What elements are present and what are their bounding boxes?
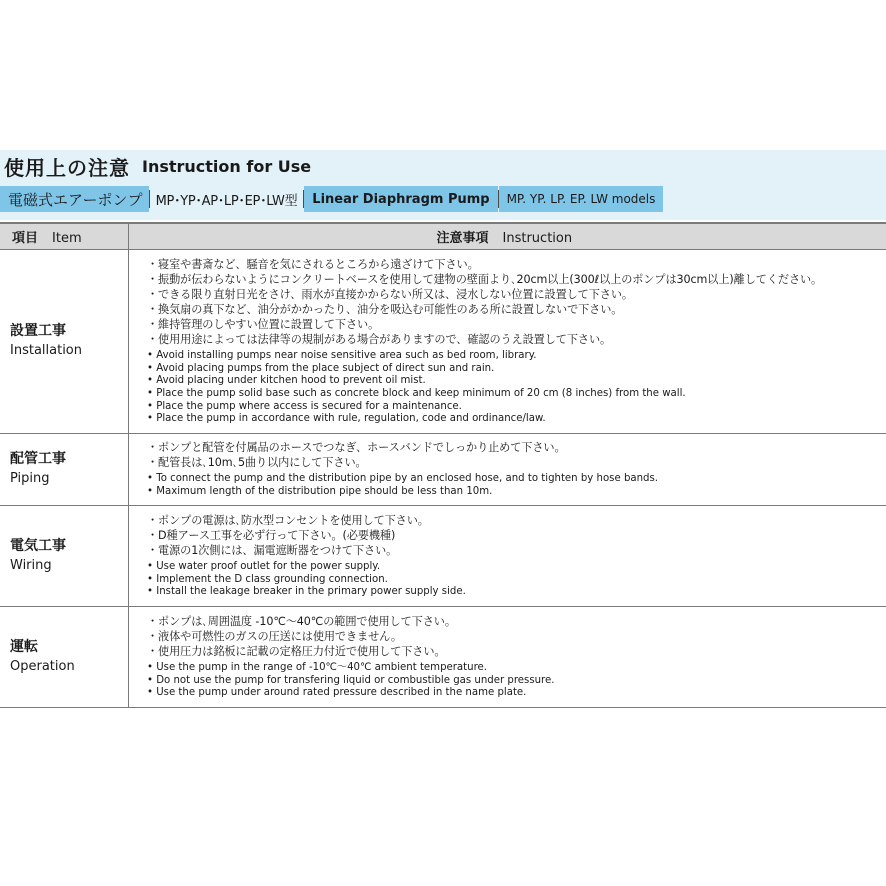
models-en: MP. YP. LP. EP. LW models (499, 186, 664, 212)
instruction-en-line: • To connect the pump and the distribution pipe by an enclosed hose, and to tighten by hose bands. (146, 473, 658, 485)
instruction-jp-line: ・できる限り直射日光をさけ、雨水が直接かからない所又は、浸水しない位置に設置して下さい。 (146, 288, 633, 302)
item-label-jp: 運転 (10, 638, 38, 655)
column-header-item (0, 223, 128, 249)
product-name-en: Linear Diaphragm Pump (304, 186, 497, 212)
instruction-jp-line: ・D種アース工事を必ず行って下さい。(必要機種) (146, 529, 395, 543)
instruction-jp-line: ・寝室や書斎など、騒音を気にされるところから遠ざけて下さい。 (146, 258, 479, 272)
page-title (4, 150, 311, 182)
instruction-en-line: • Place the pump in accordance with rule, regulation, code and ordinance/law. (146, 413, 546, 425)
table-header-row (0, 223, 886, 249)
instruction-jp-line: ・換気扇の真下など、油分がかかったり、油分を吸込む可能性のある所に設置しないで下さい。 (146, 303, 622, 317)
item-label-jp: 配管工事 (10, 451, 66, 467)
title-jp: 使用上の注意 (4, 155, 130, 180)
instruction-en-line: • Do not use the pump for transfering liquid or combustible gas under pressure. (146, 674, 554, 686)
column-header-item-jp: 項目 (12, 230, 39, 246)
instruction-en-line: • Use the pump in the range of -10℃～40℃ ambient temperature. (146, 662, 487, 674)
instruction-jp-line: ・配管長は､10m､5曲り以内にして下さい。 (146, 456, 367, 470)
item-label-en: Piping (10, 471, 50, 486)
instruction-jp-line: ・液体や可燃性のガスの圧送には使用できません。 (146, 630, 402, 644)
models-jp: MP･YP･AP･LP･EP･LW型 (150, 186, 304, 212)
instruction-jp-line: ・使用用途によっては法律等の規制がある場合がありますので、確認のうえ設置して下さい。 (146, 333, 611, 347)
column-header-item-en: Item (52, 230, 82, 246)
instruction-en-line: • Use water proof outlet for the power supply. (146, 561, 380, 573)
instruction-jp-line: ・ポンプの電源は､防水型コンセントを使用して下さい。 (146, 514, 429, 528)
instruction-jp-line: ・使用圧力は銘板に記載の定格圧力付近で使用して下さい。 (146, 645, 445, 659)
item-label-en: Operation (10, 658, 75, 674)
instruction-jp-line: ・電源の1次側には、漏電遮断器をつけて下さい。 (146, 544, 397, 558)
item-cell (0, 433, 128, 505)
column-header-instruction (128, 223, 886, 249)
instruction-cell (128, 249, 886, 433)
instruction-en-line: • Install the leakage breaker in the primary power supply side. (146, 586, 466, 598)
instruction-table (0, 222, 886, 708)
item-cell (0, 249, 128, 433)
product-name-jp: 電磁式エアーポンプ (0, 186, 149, 212)
item-label-jp: 電気工事 (10, 537, 66, 554)
item-label-en: Installation (10, 343, 83, 358)
column-header-instruction-en: Instruction (502, 230, 573, 246)
instruction-jp-line: ・ポンプと配管を付属品のホースでつなぎ、ホースバンドでしっかり止めて下さい。 (146, 441, 566, 455)
instruction-cell (128, 433, 886, 505)
instruction-en-line: • Avoid placing pumps from the place subject of direct sun and rain. (146, 362, 494, 374)
instruction-jp-line: ・維持管理のしやすい位置に設置して下さい。 (146, 318, 379, 332)
table-row (0, 505, 886, 606)
item-cell (0, 606, 128, 707)
instruction-en-line: • Maximum length of the distribution pipe should be less than 10m. (146, 486, 492, 497)
instruction-en-line: • Use the pump under around rated pressure described in the name plate. (146, 687, 526, 699)
instruction-en-line: • Avoid installing pumps near noise sensitive area such as bed room, library. (146, 350, 536, 362)
table-row (0, 249, 886, 433)
instruction-jp-line: ・振動が伝わらないようにコンクリートベースを使用して建物の壁面より､20cm以上(300ℓ以上のポンプは30cm以上)離してください。 (146, 273, 822, 287)
product-banner (0, 186, 663, 212)
column-header-instruction-jp: 注意事項 (436, 230, 489, 246)
instruction-jp-line: ・ポンプは､周囲温度 -10℃～40℃の範囲で使用して下さい。 (146, 615, 456, 629)
instruction-en-line: • Place the pump solid base such as concrete block and keep minimum of 20 cm (8 inches) from the wall. (146, 388, 686, 399)
instruction-en-line: • Place the pump where access is secured for a maintenance. (146, 400, 462, 412)
instruction-en-line: • Avoid placing under kitchen hood to prevent oil mist. (146, 375, 426, 387)
title-en: Instruction for Use (142, 156, 312, 176)
instruction-en-line: • Implement the D class grounding connection. (146, 573, 388, 585)
table-row (0, 433, 886, 505)
table-row (0, 606, 886, 707)
item-cell (0, 505, 128, 606)
item-label-en: Wiring (10, 557, 52, 573)
instruction-cell (128, 606, 886, 707)
instruction-cell (128, 505, 886, 606)
item-label-jp: 設置工事 (10, 323, 66, 339)
